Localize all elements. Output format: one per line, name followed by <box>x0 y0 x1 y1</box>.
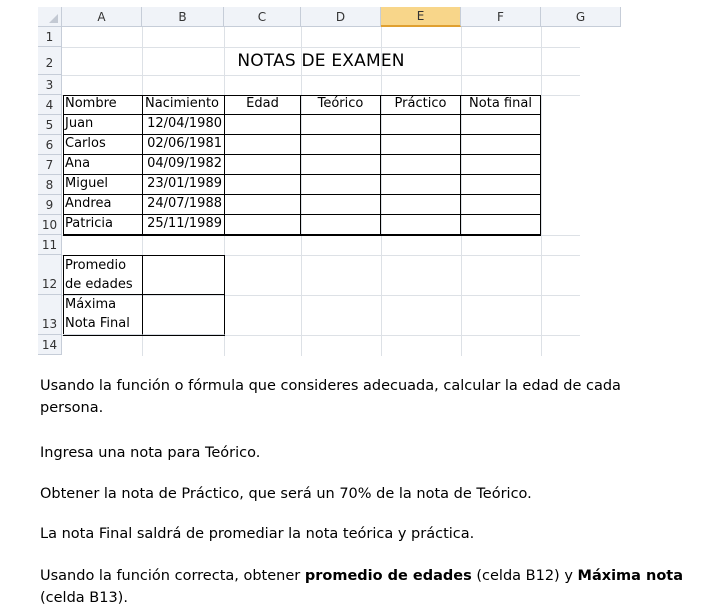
instruction-1-line1: Usando la función o fórmula que consideres adecuada, calcular la edad de cada <box>40 378 621 394</box>
cell-nota-final[interactable] <box>461 215 541 235</box>
promedio-label-line1: Promedio <box>65 258 127 273</box>
row-header-12[interactable]: 12 <box>38 255 62 295</box>
cell-practico[interactable] <box>381 155 461 175</box>
instruction-5-pre: Usando la función correcta, obtener <box>40 568 305 584</box>
maxima-label-line1: Máxima <box>65 297 117 312</box>
row-header-2[interactable]: 2 <box>38 47 62 75</box>
cell-edad[interactable] <box>225 175 301 195</box>
cell-nombre[interactable]: Miguel <box>63 175 143 195</box>
row-header-4[interactable]: 4 <box>38 95 62 115</box>
cell-nacimiento[interactable]: 02/06/1981 <box>143 135 225 155</box>
column-header-a[interactable]: A <box>62 7 142 27</box>
spreadsheet[interactable] <box>38 7 586 356</box>
cell-nacimiento[interactable]: 04/09/1982 <box>143 155 225 175</box>
cell-promedio-label[interactable] <box>63 256 143 295</box>
column-header-f[interactable]: F <box>461 7 541 27</box>
cell-teorico[interactable] <box>301 195 381 215</box>
cell-edad[interactable] <box>225 195 301 215</box>
instruction-paragraph-1 <box>40 375 621 419</box>
cell-teorico[interactable] <box>301 175 381 195</box>
cell-nota-final[interactable] <box>461 135 541 155</box>
cell-nombre[interactable]: Juan <box>63 115 143 135</box>
row-header-10[interactable]: 10 <box>38 215 62 235</box>
instruction-5-bold-promedio: promedio de edades <box>304 568 472 584</box>
row-header-13[interactable]: 13 <box>38 295 62 335</box>
column-header-b[interactable]: B <box>142 7 224 27</box>
row-header-6[interactable]: 6 <box>38 135 62 155</box>
column-header-c[interactable]: C <box>224 7 301 27</box>
cell-nombre[interactable]: Carlos <box>63 135 143 155</box>
row-header-8[interactable]: 8 <box>38 175 62 195</box>
row-header-9[interactable]: 9 <box>38 195 62 215</box>
cell-nacimiento[interactable]: 24/07/1988 <box>143 195 225 215</box>
gridline <box>62 47 580 48</box>
cell-b12-promedio[interactable] <box>143 256 225 295</box>
column-header-d[interactable]: D <box>301 7 381 27</box>
row-header-14[interactable]: 14 <box>38 335 62 355</box>
cell-nacimiento[interactable]: 23/01/1989 <box>143 175 225 195</box>
cell-practico[interactable] <box>381 115 461 135</box>
cell-edad[interactable] <box>225 155 301 175</box>
sheet-title: NOTAS DE EXAMEN <box>237 51 405 71</box>
cell-practico[interactable] <box>381 215 461 235</box>
header-practico[interactable]: Práctico <box>381 95 461 115</box>
cell-nota-final[interactable] <box>461 115 541 135</box>
cell-nombre[interactable]: Patricia <box>63 215 143 235</box>
row-header-7[interactable]: 7 <box>38 155 62 175</box>
cell-nombre[interactable]: Ana <box>63 155 143 175</box>
column-header-e[interactable]: E <box>381 7 461 27</box>
gridline <box>62 75 580 76</box>
column-header-g[interactable]: G <box>541 7 621 27</box>
instruction-paragraph-2: Ingresa una nota para Teórico. <box>40 445 261 461</box>
select-all-icon <box>49 14 58 23</box>
cell-teorico[interactable] <box>301 155 381 175</box>
cell-edad[interactable] <box>225 115 301 135</box>
select-all-corner[interactable] <box>38 7 62 27</box>
cell-teorico[interactable] <box>301 135 381 155</box>
cell-nacimiento[interactable]: 25/11/1989 <box>143 215 225 235</box>
cell-nota-final[interactable] <box>461 195 541 215</box>
cell-edad[interactable] <box>225 135 301 155</box>
row-header-5[interactable]: 5 <box>38 115 62 135</box>
row-header-11[interactable]: 11 <box>38 235 62 255</box>
cell-practico[interactable] <box>381 195 461 215</box>
instruction-5-bold-maxima: Máxima nota <box>577 568 683 584</box>
instruction-1-line2: persona. <box>40 400 104 416</box>
cell-nota-final[interactable] <box>461 155 541 175</box>
promedio-label-line2: de edades <box>65 277 133 292</box>
maxima-label-line2: Nota Final <box>65 316 130 331</box>
instruction-5-post: (celda B13). <box>40 590 128 606</box>
instruction-paragraph-3: Obtener la nota de Práctico, que será un 70% de la nota de Teórico. <box>40 486 532 502</box>
row-header-3[interactable]: 3 <box>38 75 62 95</box>
cell-teorico[interactable] <box>301 215 381 235</box>
cell-edad[interactable] <box>225 215 301 235</box>
header-edad[interactable]: Edad <box>225 95 301 115</box>
cell-practico[interactable] <box>381 175 461 195</box>
instruction-paragraph-4: La nota Final saldrá de promediar la nota teórica y práctica. <box>40 526 475 542</box>
cell-maxima-label[interactable] <box>63 295 143 335</box>
row-header-1[interactable]: 1 <box>38 27 62 47</box>
gridline <box>541 27 542 356</box>
header-nacimiento[interactable]: Nacimiento <box>143 95 225 115</box>
cell-teorico[interactable] <box>301 115 381 135</box>
header-teorico[interactable]: Teórico <box>301 95 381 115</box>
cell-nacimiento[interactable]: 12/04/1980 <box>143 115 225 135</box>
cell-practico[interactable] <box>381 135 461 155</box>
instruction-5-mid: (celda B12) y <box>471 568 578 584</box>
header-nota-final[interactable]: Nota final <box>461 95 541 115</box>
cell-nota-final[interactable] <box>461 175 541 195</box>
instruction-paragraph-5 <box>40 565 683 609</box>
cell-b13-maxima[interactable] <box>143 295 225 335</box>
cell-nombre[interactable]: Andrea <box>63 195 143 215</box>
header-nombre[interactable]: Nombre <box>63 95 143 115</box>
